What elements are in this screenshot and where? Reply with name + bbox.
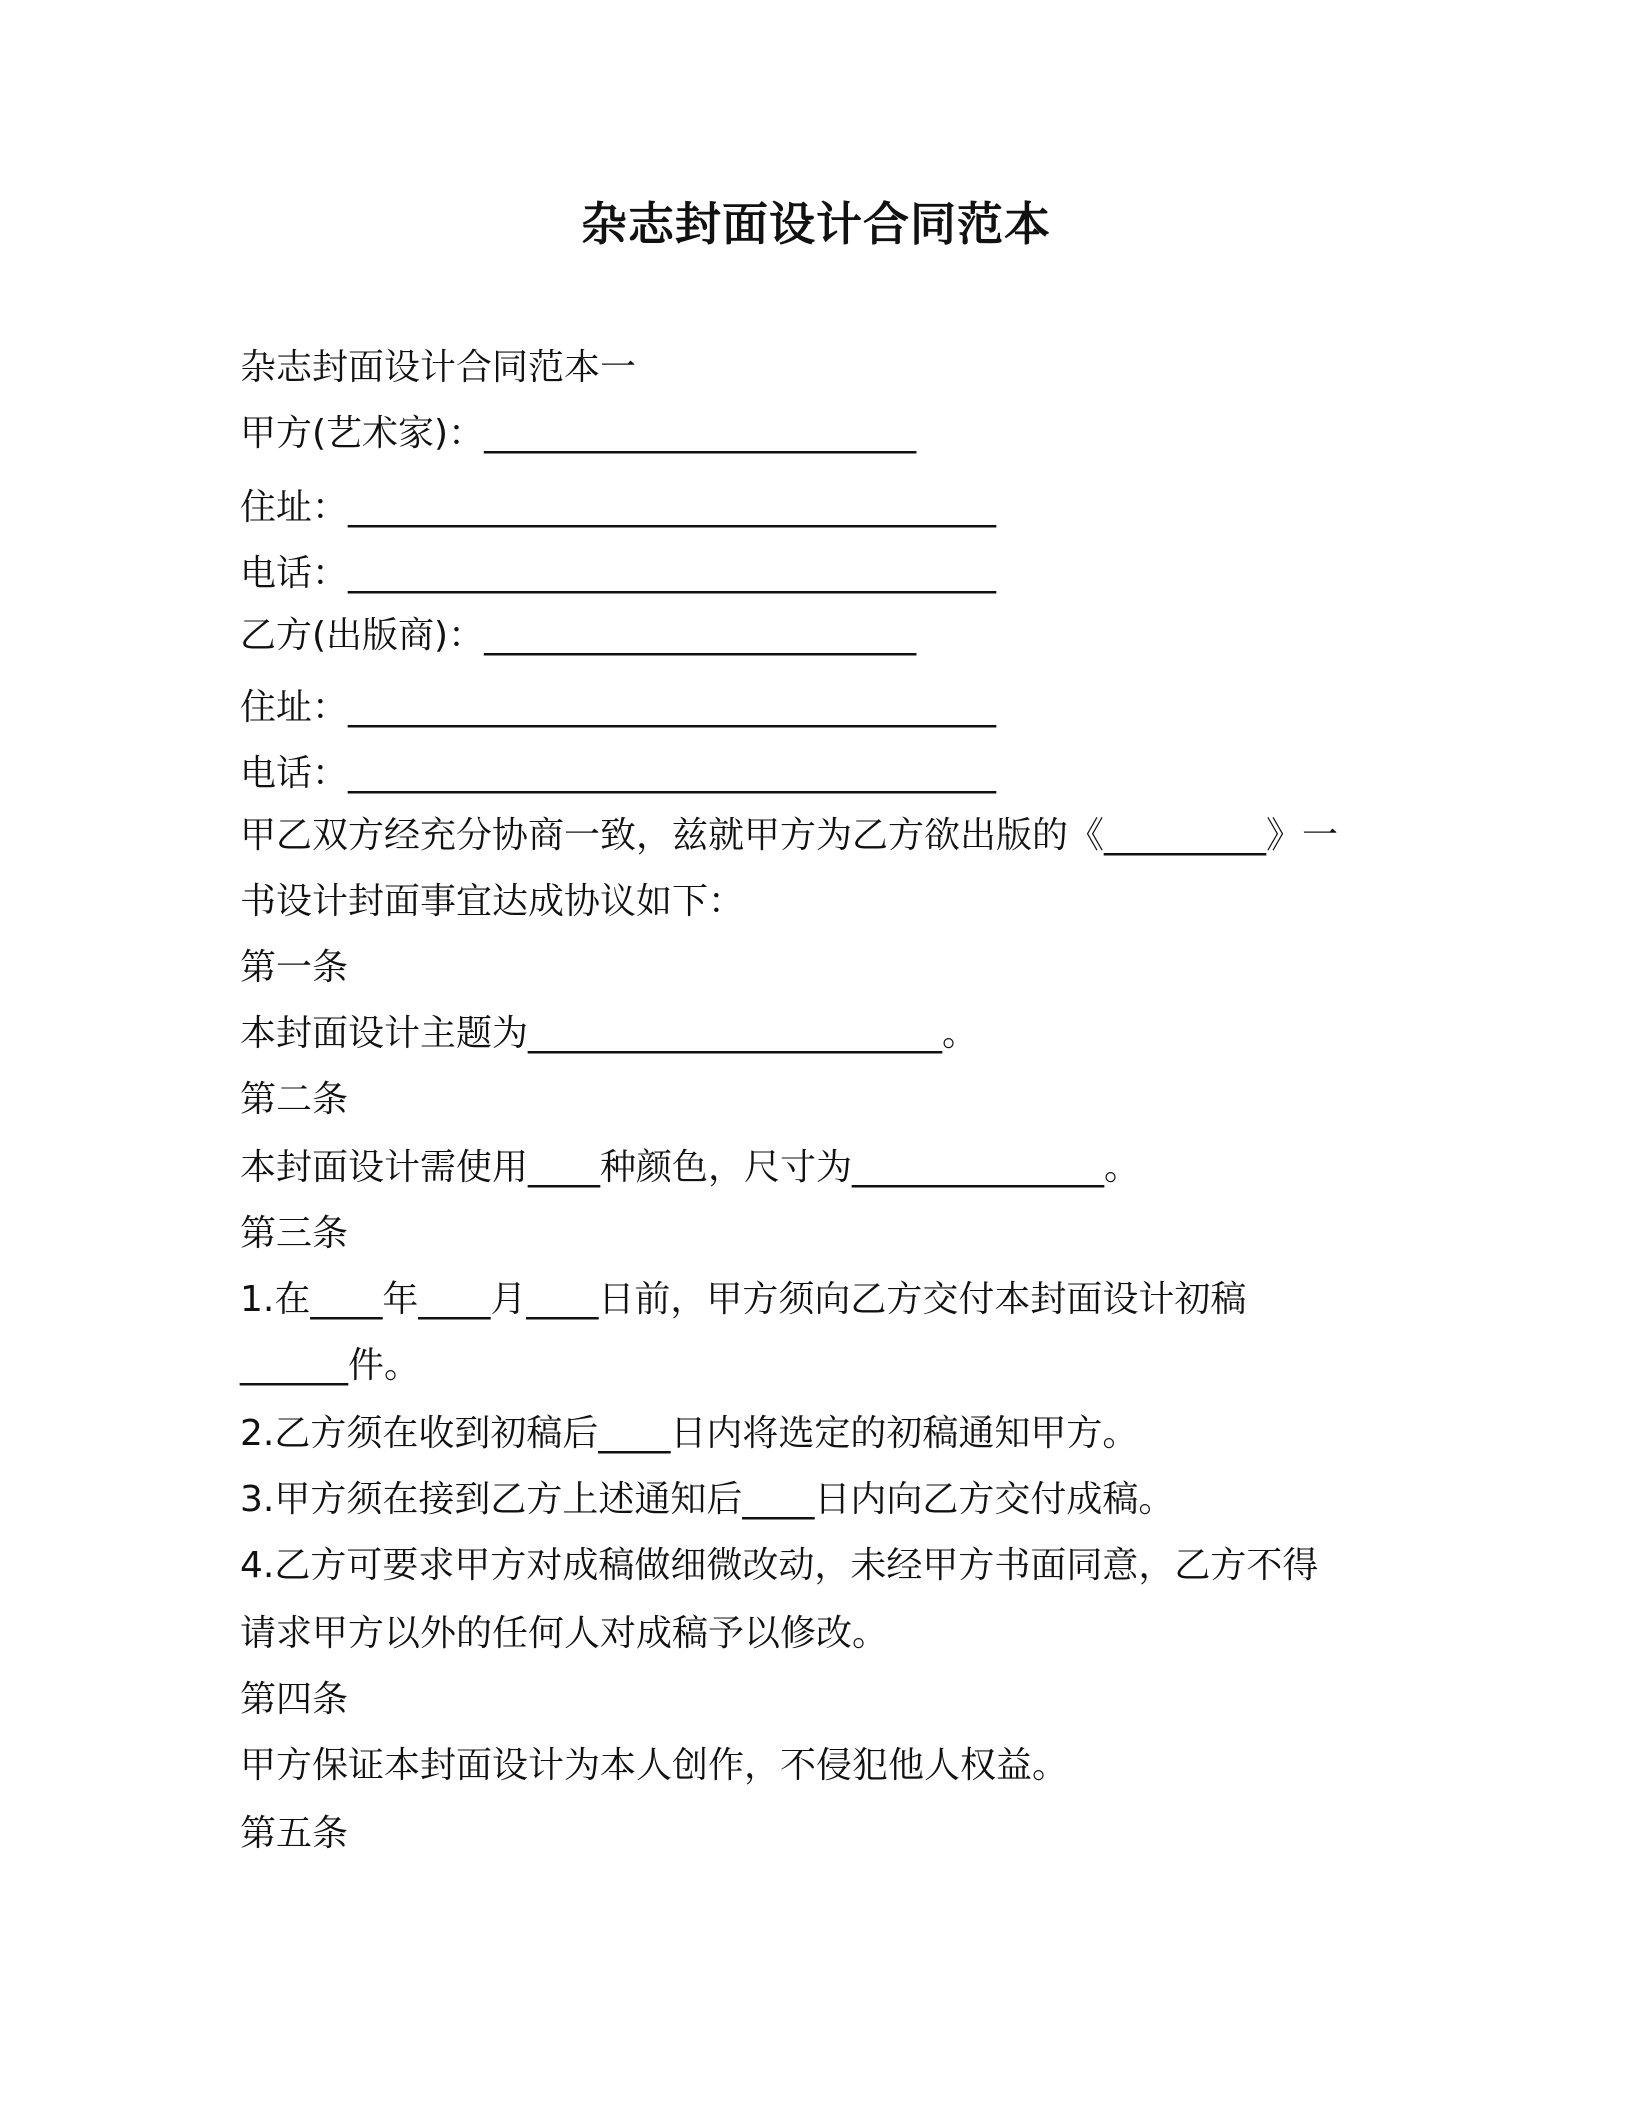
party-a-address-field: 住址：____________________________________ [240,487,997,528]
article-3-item-1-line-1: 1.在____年____月____日前，甲方须向乙方交付本封面设计初稿 [240,1279,1247,1320]
article-3-item-4-line-1: 4.乙方可要求甲方对成稿做细微改动，未经甲方书面同意，乙方不得 [240,1545,1319,1586]
article-3-heading: 第三条 [240,1213,349,1254]
party-a-phone-field: 电话：____________________________________ [240,553,997,594]
party-b-phone-field: 电话：____________________________________ [240,753,997,794]
article-5-heading: 第五条 [240,1813,349,1854]
article-3-item-2: 2.乙方须在收到初稿后____日内将选定的初稿通知甲方。 [240,1413,1139,1454]
party-b-address-field: 住址：____________________________________ [240,687,997,728]
article-2-text: 本封面设计需使用____种颜色，尺寸为______________。 [240,1147,1141,1188]
party-b-name-field: 乙方(出版商)：________________________ [240,615,917,656]
party-a-name-field: 甲方(艺术家)：________________________ [240,413,917,454]
article-1-text: 本封面设计主题为_______________________。 [240,1013,979,1054]
article-4-heading: 第四条 [240,1679,349,1720]
article-4-text: 甲方保证本封面设计为本人创作，不侵犯他人权益。 [240,1745,1069,1786]
document-title: 杂志封面设计合同范本 [581,197,1051,251]
article-3-item-3: 3.甲方须在接到乙方上述通知后____日内向乙方交付成稿。 [240,1479,1175,1520]
agreement-intro-line-2: 书设计封面事宜达成协议如下： [240,881,745,922]
article-3-item-4-line-2: 请求甲方以外的任何人对成稿予以修改。 [240,1613,889,1654]
article-2-heading: 第二条 [240,1079,349,1120]
section-heading-sample-one: 杂志封面设计合同范本一 [240,347,637,388]
agreement-intro-line-1: 甲乙双方经充分协商一致，兹就甲方为乙方欲出版的《_________》一 [240,815,1339,856]
article-3-item-1-line-2: ______件。 [240,1345,421,1386]
article-1-heading: 第一条 [240,947,349,988]
